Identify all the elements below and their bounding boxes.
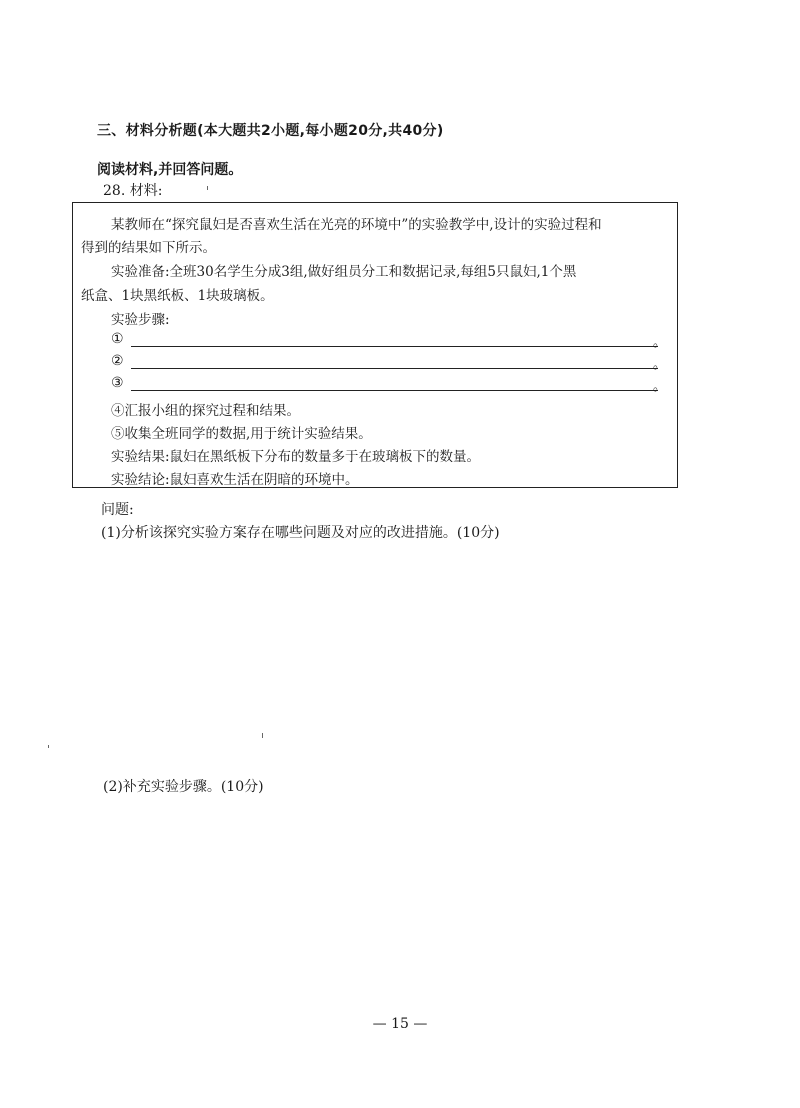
- page-number: — 15 —: [372, 1016, 428, 1032]
- scan-speck: [48, 745, 49, 748]
- experiment-result: 实验结果:鼠妇在黑纸板下分布的数量多于在玻璃板下的数量。: [111, 449, 481, 465]
- steps-label: 实验步骤:: [111, 312, 170, 328]
- material-prep-line-1: 实验准备:全班30名学生分成3组,做好组员分工和数据记录,每组5只鼠妇,1个黑: [111, 264, 577, 280]
- step-number: ②: [111, 353, 124, 369]
- step-number: ①: [111, 331, 124, 347]
- question-number-label: 28. 材料:: [103, 183, 163, 199]
- step-5: ⑤收集全班同学的数据,用于统计实验结果。: [111, 426, 372, 442]
- material-intro-line-1: 某教师在“探究鼠妇是否喜欢生活在光亮的环境中”的实验教学中,设计的实验过程和: [111, 217, 602, 233]
- material-intro-line-2: 得到的结果如下所示。: [81, 240, 216, 256]
- step-number: ③: [111, 375, 124, 391]
- section-title: 三、材料分析题(本大题共2小题,每小题20分,共40分): [97, 123, 444, 139]
- answer-blank-line: [131, 346, 658, 347]
- step-period: 。: [652, 357, 666, 372]
- material-prep-line-2: 纸盒、1块黑纸板、1块玻璃板。: [81, 288, 274, 304]
- questions-heading: 问题:: [101, 502, 134, 518]
- material-box: [72, 202, 678, 488]
- question-2: (2)补充实验步骤。(10分): [103, 779, 264, 795]
- step-4: ④汇报小组的探究过程和结果。: [111, 403, 300, 419]
- blank-step-1: [111, 331, 666, 351]
- section-instruction: 阅读材料,并回答问题。: [97, 162, 243, 178]
- blank-step-2: [111, 353, 666, 373]
- answer-blank-line: [131, 368, 658, 369]
- scan-speck: [262, 733, 263, 738]
- question-1: (1)分析该探究实验方案存在哪些问题及对应的改进措施。(10分): [101, 525, 500, 541]
- step-period: 。: [652, 379, 666, 394]
- blank-step-3: [111, 375, 666, 395]
- experiment-conclusion: 实验结论:鼠妇喜欢生活在阴暗的环境中。: [111, 472, 359, 488]
- answer-blank-line: [131, 390, 658, 391]
- step-period: 。: [652, 335, 666, 350]
- scan-speck: [207, 186, 208, 190]
